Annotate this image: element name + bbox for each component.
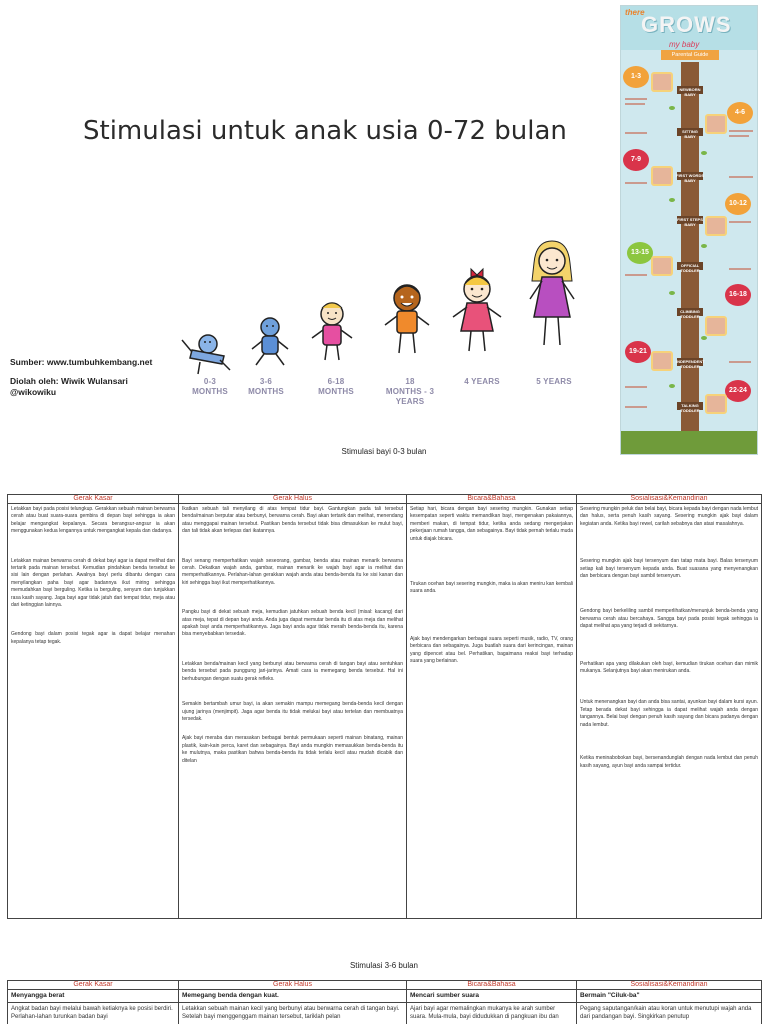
infographic-my-baby: my baby (669, 40, 700, 49)
stimulation-table-0-3 (7, 494, 762, 919)
stage-talking-toddler: TALKING TODDLER (680, 403, 700, 413)
tree-trunk (681, 62, 699, 455)
baby-photo (651, 72, 673, 92)
stage-independent-toddler: INDEPENDENT TODDLER (676, 359, 705, 369)
baby-photo (705, 216, 727, 236)
column-header: Gerak Kasar (8, 981, 179, 990)
table-row (8, 1003, 762, 1024)
section-title-3-6: Stimulasi 3-6 bulan (349, 961, 419, 970)
age-label-6-18: 6-18 MONTHS (318, 377, 354, 396)
activity-heading: Mencari sumber suara (407, 990, 577, 1003)
age-bubble-7-9: 7-9 (623, 149, 649, 171)
paragraph: Pangku bayi di dekat sebuah meja, kemudian jatuhkan sebuah benda kecil (misal: kacang) dari atas meja, tepat di depan bayi anda. Anda juga dapat memutar benda itu di atas meja dan melihat apakah bayi anda memperhatikannya. Jaga bayi anda agar tidak meraih benda-benda itu, karena bisa menyebabkan tersedak. (182, 609, 403, 638)
paragraph: Letakkan mainan berwarna cerah di dekat bayi agar ia dapat melihat dan tertarik pada mainan tersebut. Kemudian pindahkan benda tersebut ke sisi lain dengan perlahan. Awalnya bayi perlu dibantu dengan cara menyilangkan paha bayi agar badannya ikut miring sehingga memudahkan bayi berguling. Ketika ia berguling, senyum dan tunjukkan rasa kasih sayang. Jaga bayi agar tidak jatuh dari tempat tidur, meja atau dari ketinggian lainnya. (11, 557, 175, 609)
paragraph: Semakin bertambah umur bayi, ia akan semakin mampu memegang benda-benda kecil dengan ujung jarinya (menjimpit). Jaga agar benda itu tidak melukai bayi atau tertelan dan membuatnya tersedak. (182, 701, 403, 722)
activity-text: Ajari bayi agar memalingkan mukanya ke arah sumber suara. Mula-mula, bayi didudukkan di pangkuan ibu dan (407, 1003, 577, 1024)
activity-heading: Bermain "Ciluk-ba" (577, 990, 762, 1003)
section-title-0-3: Stimulasi bayi 0-3 bulan (341, 447, 427, 456)
infographic-banner: Parental Guide (661, 50, 719, 60)
age-bubble-22-24: 22-24 (725, 380, 751, 402)
paragraph: Letakkan bayi pada posisi telungkup. Gerakkan sebuah mainan berwarna cerah atau buat suara-suara gembira di depan bayi sehingga ia akan belajar mengangkat kepalanya. Secara berangsur-angsur ia akan menggunakan kedua lengannya untuk mengangkat kepala dan dadanya. (11, 506, 175, 535)
paragraph: Ketika meninabobokan bayi, bersenandunglah dengan nada lembut dan penuh kasih sayang, ayun bayi anda sampai tertidur. (580, 755, 758, 769)
age-label-18m-3y: 18 MONTHS - 3 YEARS (385, 377, 435, 406)
slide-title: Stimulasi untuk anak usia 0-72 bulan (83, 116, 567, 146)
children-drawing (170, 235, 590, 375)
table-row (8, 990, 762, 1003)
paragraph: Letakkan benda/mainan kecil yang berbunyi atau berwarna cerah di tangan bayi atau sentuhkan benda tersebut pada punggung jari-jarinya. Amati cara ia memegang benda tersebut. Hal ini berhubungan dengan suatu gerak refleks. (182, 660, 403, 682)
stage-first-steps: FIRST STEPS BABY (677, 217, 703, 227)
infographic-grows: GROWS (641, 12, 732, 37)
stimulation-table-3-6 (7, 980, 762, 1024)
growth-illustration (170, 235, 590, 420)
processed-by-text: Diolah oleh: Wiwik Wulansari (10, 376, 128, 386)
age-label-4y: 4 YEARS (464, 377, 500, 386)
column-header: Gerak Kasar (8, 495, 179, 504)
age-bubble-13-15: 13-15 (627, 242, 653, 264)
activity-heading: Memegang benda dengan kuat. (179, 990, 407, 1003)
column-header: Bicara&Bahasa (407, 981, 577, 990)
bicara-bahasa-cell (407, 504, 577, 919)
paragraph: Ikatkan sebuah tali menyilang di atas tempat tidur bayi. Gantungkan pada tali tersebut benda/mainan berputar atau berbunyi, berwarna cerah. Bayi akan tertarik dan melihat, menendang atau menggapai mainan tersebut. Pastikan benda tersebut tidak bisa dimasukkan ke mulut bayi, dan tali tidak akan terlepas dari ikatannya. (182, 506, 403, 535)
activity-heading: Menyangga berat (8, 990, 179, 1003)
column-header: Gerak Halus (179, 495, 407, 504)
activity-text: Letakkan sebuah mainan kecil yang berbunyi atau berwarna cerah di tangan bayi. Setelah bayi menggenggam mainan tersebut, tariklah pelan (179, 1003, 407, 1024)
paragraph: Tirukan ocehan bayi sesering mungkin, maka ia akan meniru kan kembali suara anda. (410, 581, 573, 595)
girl-5-years-figure (530, 241, 574, 345)
column-header: Bicara&Bahasa (407, 495, 577, 504)
table-row (8, 504, 762, 919)
sosialisasi-kemandirian-cell (577, 504, 762, 919)
title-slide (0, 0, 768, 455)
infographic-there: there (625, 8, 645, 17)
table-header-row (8, 981, 762, 990)
age-label-5y: 5 YEARS (536, 377, 572, 386)
baby-photo (651, 256, 673, 276)
column-header: Sosialisasi&Kemandirian (577, 981, 762, 990)
stage-official-toddler: OFFICIAL TODDLER (680, 263, 700, 273)
credits (10, 357, 152, 398)
paragraph: Sesering mungkin peluk dan belai bayi, bicara kepada bayi dengan nada lembut dan halus, serta penuh kasih sayang. Sesering mungkin ajak bayi dalam kegiatan anda. Ketika bayi rewel, carilah sebabnya dan atasi masalahnya. (580, 506, 758, 527)
activity-text: Angkat badan bayi melalui bawah ketiaknya ke posisi berdiri. Perlahan-lahan turunkan badan bayi (8, 1003, 179, 1024)
paragraph: Sesering mungkin ajak bayi tersenyum dan tatap mata bayi. Balas tersenyum setiap kali bayi tersenyum kepada anda. Buat suasana yang menyenangkan dan berbicara dengan bayi sambil tersenyum. (580, 558, 758, 580)
table-header-row (8, 495, 762, 504)
paragraph: Ajak bayi mendengarkan berbagai suara seperti musik, radio, TV, orang berbicara dan sebagainya. Juga buatlah suara dari kerincingan, mainan yang dipencet atau bel. Perhatikan, bagaimana reaksi bayi terhadap suara yang berlainan. (410, 635, 573, 665)
column-header: Gerak Halus (179, 981, 407, 990)
paragraph: Gendong bayi berkeliling sambil memperlihatkan/menunjuk benda-benda yang berwarna cerah atau bercahaya. Sangga bayi pada posisi tegak sehingga ia dapat melihat apa yang terjadi di sekitarnya. (580, 608, 758, 630)
age-label-3-6: 3-6 MONTHS (248, 377, 284, 396)
child-figure (385, 285, 429, 353)
baby-photo (705, 114, 727, 134)
age-bubble-10-12: 10-12 (725, 193, 751, 215)
activity-text: Pegang saputangan/kain atau koran untuk menutupi wajah anda dari pandangan bayi. Singkirkan penutup (577, 1003, 762, 1024)
age-label-0-3: 0-3 MONTHS (192, 377, 228, 396)
stage-climbing-toddler: CLIMBING TODDLER (680, 309, 700, 319)
age-bubble-1-3: 1-3 (623, 66, 649, 88)
source-text: Sumber: www.tumbuhkembang.net (10, 357, 153, 367)
growth-infographic (620, 5, 758, 455)
gerak-halus-cell (179, 504, 407, 919)
stage-newborn: NEWBORN BABY (679, 87, 701, 97)
gerak-kasar-cell (8, 504, 179, 919)
paragraph: Gendong bayi dalam posisi tegak agar ia dapat belajar menahan kepalanya tetap tegak. (11, 631, 175, 645)
stage-first-words: FIRST WORDS BABY (676, 173, 704, 183)
baby-figure (182, 335, 230, 374)
toddler-figure (312, 303, 352, 360)
stage-sitting: SITTING BABY (682, 129, 698, 139)
sitting-baby-figure (252, 318, 288, 365)
handle-text: @wikowiku (10, 387, 57, 397)
paragraph: Perhatikan apa yang dilakukan oleh bayi, kemudian tirukan ocehan dan mimik mukanya. Selanjutnya bayi akan menirukan anda. (580, 660, 758, 675)
paragraph: Ajak bayi meraba dan merasakan berbagai bentuk permukaan seperti mainan binatang, mainan plastik, kain-kain perca, karet dan sebagainya. Bayi anda mungkin memasukkan benda-benda itu ke mulutnya, maka pastikan bahwa benda-benda itu tidak terlalu kecil atau mudah dicabik dan ditelan (182, 735, 403, 764)
baby-photo (705, 394, 727, 414)
age-bubble-4-6: 4-6 (727, 102, 753, 124)
age-bubble-19-21: 19-21 (625, 341, 651, 363)
baby-photo (651, 166, 673, 186)
paragraph: Setiap hari, bicara dengan bayi sesering mungkin. Gunakan setiap kesempatan seperti waktu memandikan bayi, mengenakan pakaiannya, memberi makan, di tempat tidur, ketika anda sedang mengerjakan pekerjaan rumah tangga, dan sebagainya. Bayi tidak pernah terlalu muda untuk diajak bicara. (410, 506, 573, 542)
paragraph: Bayi senang memperhatikan wajah seseorang, gambar, benda atau mainan menarik berwarna cerah. Dekatkan wajah anda, gambar, mainan menarik ke wajah bayi agar ia melihat dan memperhatikannya. Perlahan-lahan gerakkan wajah anda atau benda-benda itu ke sisi kanan dan kiri sehingga bayi ikut memperhatikannya. (182, 557, 403, 586)
column-header: Sosialisasi&Kemandirian (577, 495, 762, 504)
baby-photo (705, 316, 727, 336)
girl-4-years-figure (453, 269, 501, 351)
paragraph: Untuk menenangkan bayi dan anda bisa santai, ayunkan bayi dalam kursi ayun. Tetap berada dekat bayi sehingga ia dapat melihat wajah anda dengan tangannya. Belai bayi dengan penuh kasih sayang dan bicara padanya dengan nada lembut. (580, 699, 758, 728)
baby-photo (651, 351, 673, 371)
age-bubble-16-18: 16-18 (725, 284, 751, 306)
